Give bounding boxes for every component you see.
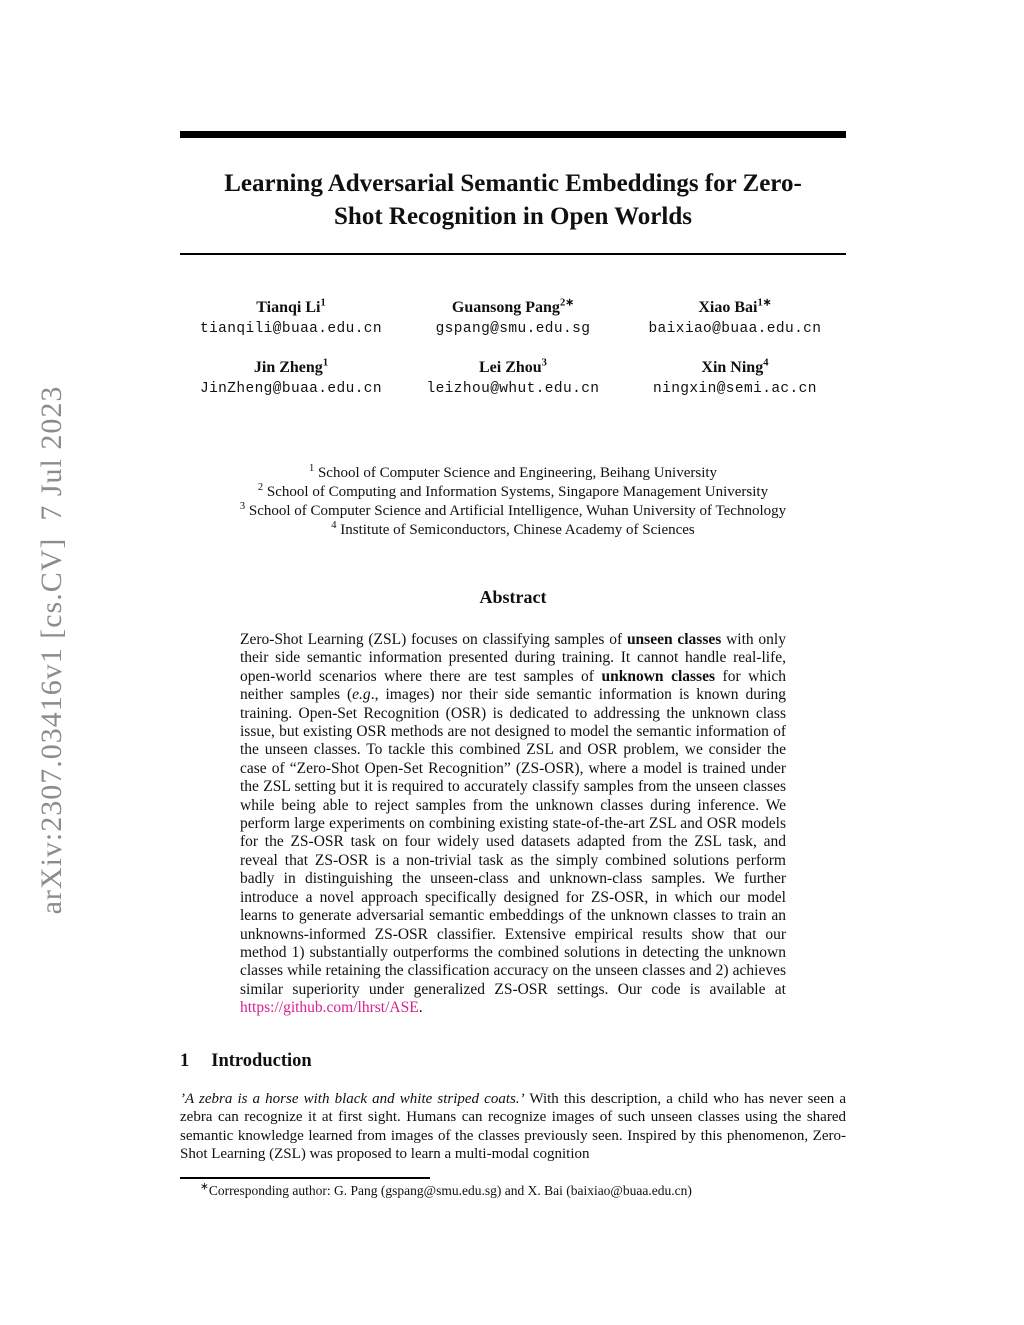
abstract-heading: Abstract (479, 587, 547, 607)
author-name: Guansong Pang$^{2∗}$ (451, 297, 574, 316)
author-email: leizhou@whut.edu.cn (426, 381, 600, 397)
author-name: Xin Ning$^4$ (701, 357, 769, 376)
author-name: Lei Zhou$^3$ (478, 357, 547, 376)
author-affil-sup: 1∗ (757, 297, 772, 309)
affiliation-line: $^3$ School of Computer Science and Artificial Intelligence, Wuhan University of Technology (239, 501, 787, 519)
github-link[interactable]: https://github.com/lhrst/ASE (240, 999, 419, 1017)
section-title: Introduction (211, 1050, 312, 1071)
affiliation-line: $^4$ Institute of Semiconductors, Chinese Academy of Sciences (331, 520, 695, 538)
author-name: Xiao Bai$^{1∗}$ (698, 297, 772, 316)
author (402, 359, 624, 397)
author-email: tianqili@buaa.edu.cn (199, 321, 382, 337)
section-heading (180, 1051, 846, 1072)
footnote-rule (180, 1177, 430, 1179)
author-affil-sup: 4 (763, 357, 769, 369)
author-affil-sup: 1 (322, 357, 329, 369)
author (180, 299, 402, 337)
paper-content (180, 0, 846, 1199)
author-email: JinZheng@buaa.edu.cn (199, 381, 382, 397)
author-name: Tianqi Li$^1$ (256, 297, 326, 316)
author (402, 299, 624, 337)
author-name: Jin Zheng$^1$ (253, 357, 329, 376)
author-affil-sup: 2∗ (559, 297, 574, 309)
author-email: ningxin@semi.ac.cn (653, 381, 817, 397)
paper-title: Learning Adversarial Semantic Embeddings for Zero-Shot Recognition in Open Worlds (224, 170, 802, 230)
affiliation-line: $^2$ School of Computing and Information Systems, Singapore Management University (257, 482, 769, 500)
author (624, 299, 846, 337)
author-block (180, 299, 846, 419)
affiliations-list (180, 464, 846, 540)
arxiv-watermark: arXiv:2307.03416v1 [cs.CV] 7 Jul 2023 (35, 385, 68, 915)
title-rule (180, 253, 846, 255)
author-affil-sup: 1 (320, 297, 326, 309)
author-affil-sup: 3 (541, 357, 547, 369)
footnote-text: ∗Corresponding author: G. Pang (gspang@smu.edu.sg) and X. Bai (baixiao@buaa.edu.cn) (200, 1181, 692, 1198)
affiliation-line: $^1$ School of Computer Science and Engineering, Beihang University (308, 463, 718, 481)
author (180, 359, 402, 397)
author-email: gspang@smu.edu.sg (435, 321, 591, 337)
author (624, 359, 846, 397)
abstract-text: Zero-Shot Learning (ZSL) focuses on classifying samples of unseen classes with only their side semantic information presented during training. It cannot handle real-life, open-world scenarios where there are test samples of unknown classes for which neither samples (e.g., images) nor their side semantic information is known during training. Open-Set Recognition (OSR) is dedicated to addressing the unknown class issue, but existing OSR methods are not designed to model the semantic information of the unseen classes. To tackle this combined ZSL and OSR problem, we consider the case of “Zero-Shot Open-Set Recognition” (ZS-OSR), where a model is trained under the ZSL setting but it is required to accurately classify samples from the unseen classes while being able to reject samples from the unknown classes during inference. We perform large experiments on combining existing state-of-the-art ZSL and OSR models for the ZS-OSR task on four widely used datasets adapted from the ZSL task, and reveal that ZS-OSR is a non-trivial task as the simply combined solutions perform badly in distinguishing the unseen-class and unknown-class samples. We further introduce a novel approach specifically designed for ZS-OSR, in which our model learns to generate adversarial semantic embeddings of the unknown classes to train an unknowns-informed ZS-OSR classifier. Extensive empirical results show that our method 1) substantially outperforms the combined solutions in detecting the unknown classes while retaining the classification accuracy on the unseen classes and 2) achieves similar superiority under generalized ZS-OSR settings. Our code is available at https://github.com/lhrst/ASE. (240, 631, 787, 1017)
author-email: baixiao@buaa.edu.cn (648, 321, 822, 337)
top-rule (180, 131, 846, 138)
intro-paragraph: ’A zebra is a horse with black and white striped coats.’ With this description, a child who has never seen a zebra can recognize it at first sight. Humans can recognize images of such unseen classes using the shared semantic knowledge learned from images of the classes previously seen. Inspired by this phenomenon, Zero-Shot Learning (ZSL) was proposed to learn a multi-modal cognition (180, 1090, 846, 1163)
section-number: 1 (180, 1050, 190, 1071)
